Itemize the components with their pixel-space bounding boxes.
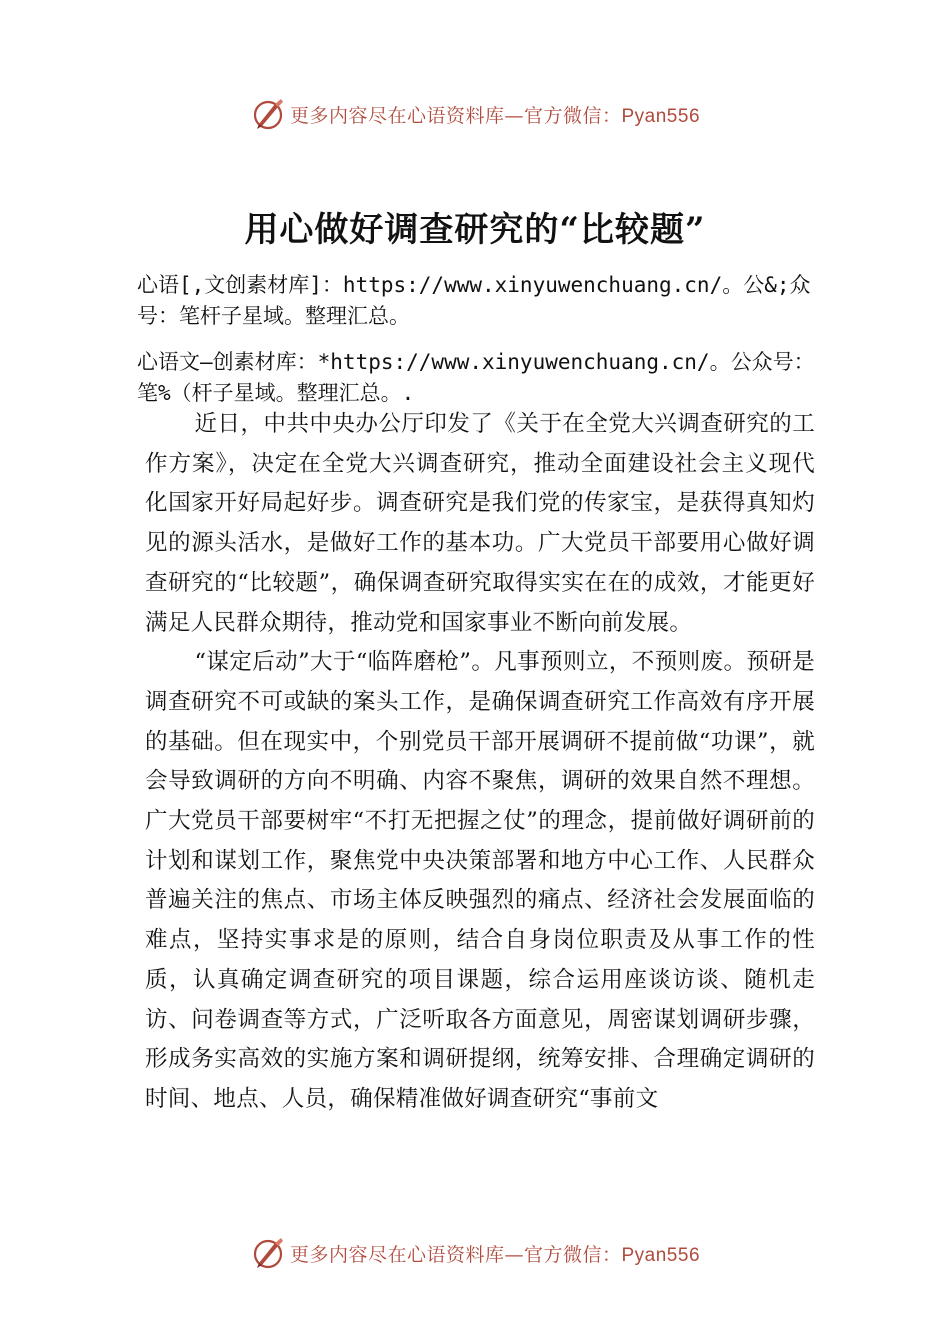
source-note-2: 心语文—创素材库：*https://www.xinyuwenchuang.cn/。公众号：笔%（杆子星域。整理汇总。. [137,350,815,405]
quill-pen-logo-icon [250,1235,286,1271]
footer-watermark-banner [0,1233,950,1273]
banner-text [290,101,700,128]
quill-pen-logo-icon [250,96,286,132]
wechat-id: Pyan556 [621,1244,701,1266]
document-title: 用心做好调查研究的“比较题” [244,210,706,250]
article-body [145,405,815,1120]
source-note-1: 心语[,文创素材库]：https://www.xinyuwenchuang.cn/。公&;众号：笔杆子星域。整理汇总。 [137,273,811,328]
banner-label: 更多内容尽在心语资料库—官方微信： [289,104,622,127]
banner-text [290,1240,700,1267]
paragraph-2: “谋定后动”大于“临阵磨枪”。凡事预则立，不预则废。预研是调查研究不可或缺的案头工作，是确保调查研究工作高效有序开展的基础。但在现实中，个别党员干部开展调研不提前做“功课”，就会导致调研的方向不明确、内容不聚焦，调研的效果自然不理想。广大党员干部要树牢“不打无把握之仗”的理念，提前做好调研前的计划和谋划工作，聚焦党中央决策部署和地方中心工作、人民群众普遍关注的焦点、市场主体反映强烈的痛点、经济社会发展面临的难点，坚持实事求是的原则，结合自身岗位职责及从事工作的性质，认真确定调查研究的项目课题，综合运用座谈访谈、随机走访、问卷调查等方式，广泛听取各方面意见，周密谋划调研步骤，形成务实高效的实施方案和调研提纲，统筹安排、合理确定调研的时间、地点、人员，确保精准做好调查研究“事前文 [145,649,815,1112]
banner-label: 更多内容尽在心语资料库—官方微信： [289,1243,622,1266]
wechat-id: Pyan556 [621,105,701,127]
paragraph-1: 近日，中共中央办公厅印发了《关于在全党大兴调查研究的工作方案》，决定在全党大兴调查研究，推动全面建设社会主义现代化国家开好局起好步。调查研究是我们党的传家宝，是获得真知灼见的源头活水，是做好工作的基本功。广大党员干部要用心做好调查研究的“比较题”，确保调查研究取得实实在在的成效，才能更好满足人民群众期待，推动党和国家事业不断向前发展。 [145,411,815,636]
header-watermark-banner [0,94,950,134]
